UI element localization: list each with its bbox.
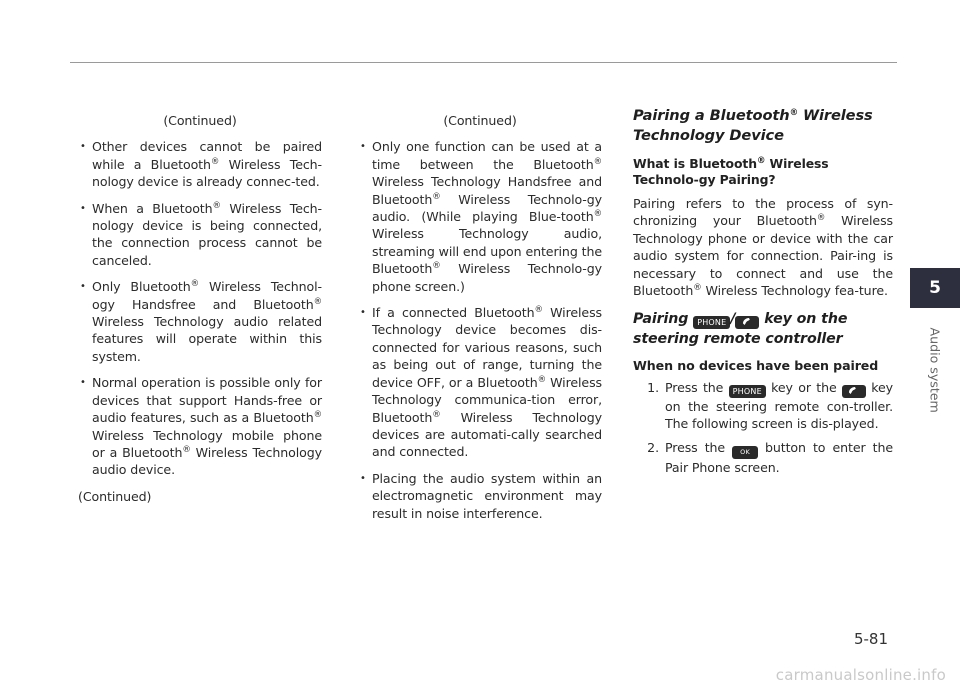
pairing-key-heading: Pairing PHONE / key on the steering remote controller — [633, 311, 848, 348]
continued-label: (Continued) — [443, 113, 517, 128]
pairing-paragraph: Pairing refers to the process of syn-chronizing your Bluetooth® Wireless Technology phone or device with the car audio system for connection. Pair-ing is necessary to connect and use the Bluetooth® Wireless Technology fea-ture. — [633, 196, 893, 299]
list-item: • When a Bluetooth® Wireless Tech-nology device is being connected, the connection process cannot be canceled. — [78, 200, 322, 270]
phone-key-icon: PHONE — [729, 385, 766, 398]
page-number: 5-81 — [853, 630, 888, 648]
top-rule — [70, 62, 897, 63]
column-2 — [358, 112, 602, 531]
steps-list — [633, 379, 893, 476]
chapter-tab: 5 — [910, 268, 960, 308]
list-item: • Normal operation is possible only for devices that support Hands-free or audio features, such as a Bluetooth® Wireless Technology mobile phone or a Bluetooth® Wireless Technology audio device. — [78, 374, 322, 478]
watermark: carmanualsonline.info — [775, 666, 946, 684]
list-item: • Only one function can be used at a time between the Bluetooth® Wireless Technology Handsfree and Bluetooth® Wireless Technolo-gy audio. (While playing Blue-tooth® Wireless Technology audio, streaming will end upon entering the Bluetooth® Wireless Technolo-gy phone screen.) — [358, 138, 602, 295]
phone-handset-icon — [735, 316, 759, 329]
question-heading: What is Bluetooth® Wireless Technolo-gy Pairing? — [633, 156, 829, 187]
section-heading: Pairing a Bluetooth® Wireless Technology Device — [633, 107, 873, 144]
phone-handset-icon — [842, 385, 866, 398]
column-3 — [633, 106, 893, 482]
list-item: • Other devices cannot be paired while a Bluetooth® Wireless Tech-nology device is already connec-ted. — [78, 138, 322, 190]
bullet-list — [78, 138, 322, 478]
list-item: • Only Bluetooth® Wireless Technol-ogy Handsfree and Bluetooth® Wireless Technology audio related features will operate within this system. — [78, 278, 322, 365]
ok-key-icon: OK — [732, 446, 758, 459]
column-1 — [78, 112, 322, 505]
list-item: 1. Press the PHONE key or the key on the steering remote con-troller. The following screen is dis-played. — [647, 379, 893, 432]
list-item: • If a connected Bluetooth® Wireless Technology device becomes dis-connected for various reasons, such as being out of range, turning the device OFF, or a Bluetooth® Wireless Technology communica-tion error, Bluetooth® Wireless Technology devices are automati-cally searched and connected. — [358, 304, 602, 461]
list-item: • Placing the audio system within an electromagnetic environment may result in noise interference. — [358, 470, 602, 522]
continued-label: (Continued) — [78, 488, 152, 504]
phone-key-icon: PHONE — [693, 316, 730, 329]
bullet-list — [358, 138, 602, 522]
subheading: When no devices have been paired — [633, 358, 879, 374]
continued-label: (Continued) — [163, 113, 237, 128]
list-item: 2. Press the OK button to enter the Pair Phone screen. — [647, 439, 893, 475]
